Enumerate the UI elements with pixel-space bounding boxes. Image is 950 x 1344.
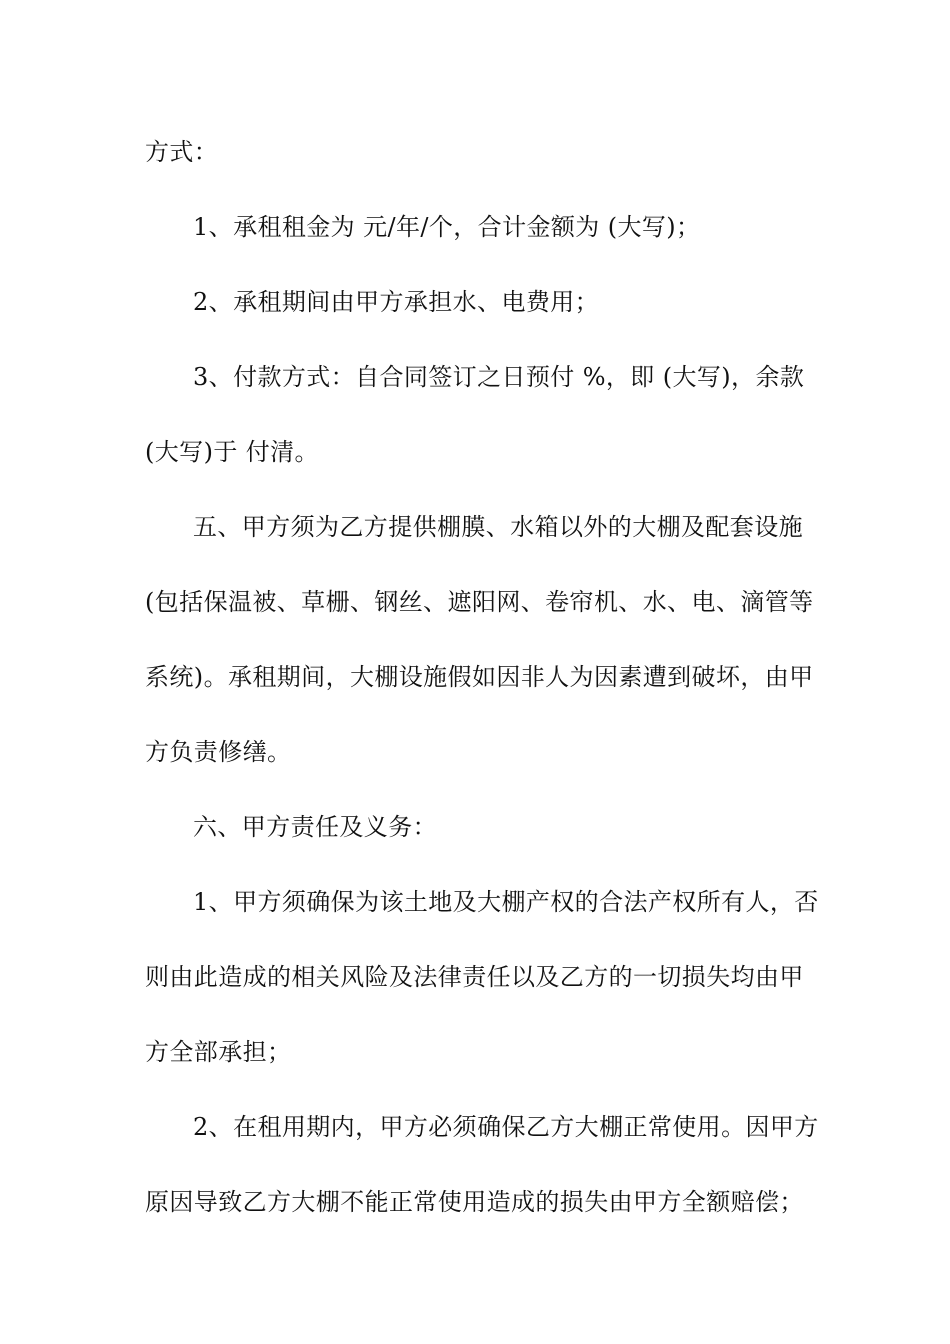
text-line-payment-method: 方式： — [145, 138, 219, 166]
text-line-clause-five-cont-2: 系统)。承租期间，大棚设施假如因非人为因素遭到破坏，由甲 — [145, 663, 814, 691]
text-line-clause-six-item-1: 1、甲方须确保为该土地及大棚产权的合法产权所有人，否 — [193, 888, 819, 916]
text-line-clause-five-cont-1: (包括保温被、草栅、钢丝、遮阳网、卷帘机、水、电、滴管等 — [145, 588, 814, 616]
text-line-clause-six-item-2: 2、在租用期内，甲方必须确保乙方大棚正常使用。因甲方 — [193, 1113, 819, 1141]
text-line-clause-six-heading: 六、甲方责任及义务： — [193, 813, 437, 841]
text-line-clause-six-item-1-cont-1: 则由此造成的相关风险及法律责任以及乙方的一切损失均由甲 — [145, 963, 804, 991]
text-line-clause-five: 五、甲方须为乙方提供棚膜、水箱以外的大棚及配套设施 — [193, 513, 803, 541]
text-line-payment-terms: 3、付款方式：自合同签订之日预付 %，即 (大写)，余款 — [193, 363, 805, 391]
text-line-clause-six-item-2-cont: 原因导致乙方大棚不能正常使用造成的损失由甲方全额赔偿； — [145, 1188, 804, 1216]
text-line-clause-five-cont-3: 方负责修缮。 — [145, 738, 292, 766]
text-line-utilities: 2、承租期间由甲方承担水、电费用； — [193, 288, 600, 316]
text-line-rent-amount: 1、承租租金为 元/年/个，合计金额为 (大写)； — [193, 213, 701, 241]
text-line-clause-six-item-1-cont-2: 方全部承担； — [145, 1038, 292, 1066]
text-line-payment-terms-cont: (大写)于 付清。 — [145, 438, 319, 466]
